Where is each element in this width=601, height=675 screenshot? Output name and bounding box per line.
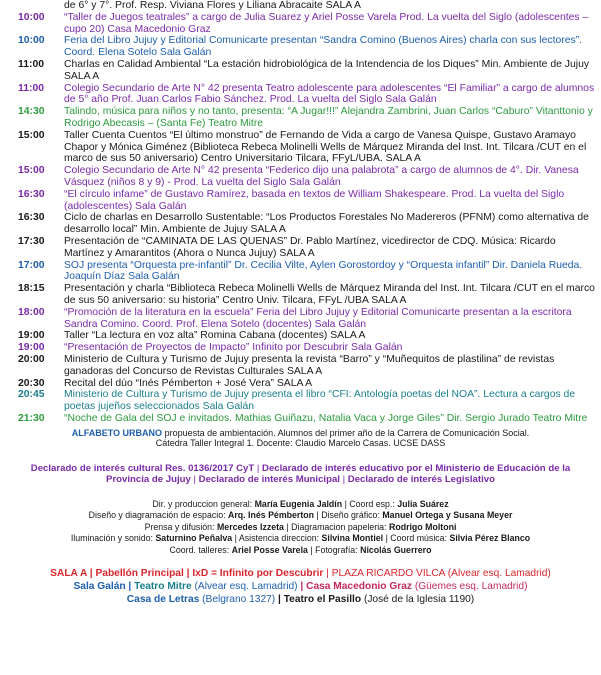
schedule-row (0, 413, 601, 425)
schedule-row (0, 260, 601, 284)
schedule-row (0, 12, 601, 36)
schedule-row (0, 130, 601, 165)
venue-ixd: IxD = Infinito por Descubrir (192, 567, 324, 579)
schedule-description: Feria del Libro Jujuy y Editorial Comunicarte presentan “Sandra Comino (Buenos Aires) charla con sus lectores”. Coord. Elena Sotelo Sala Galán (64, 35, 583, 59)
schedule-time: 20:30 (18, 377, 45, 389)
schedule-time: 11:00 (18, 82, 45, 94)
credit-label: | Asistencia direccion: (234, 533, 320, 544)
schedule-row (0, 342, 601, 354)
venue-separator: | (183, 567, 193, 579)
venue-casa-macedonio: Casa Macedonio Graz (306, 580, 412, 592)
credit-value: Julia Suárez (397, 498, 449, 509)
schedule-row (0, 189, 601, 213)
declaration-separator: | (254, 462, 263, 474)
credit-label: Prensa y difusión: (144, 521, 215, 532)
schedule-time: 21:30 (18, 412, 45, 424)
schedule-time: 10:00 (18, 11, 45, 23)
declaration-separator: | (339, 474, 348, 486)
schedule-time: 14:30 (18, 106, 45, 118)
schedule-row (0, 83, 601, 107)
schedule-time: 17:00 (18, 259, 45, 271)
credit-value: Rodrigo Moltoni (388, 521, 457, 532)
venue-plaza-address: (Alvear esq. Lamadrid) (447, 567, 551, 579)
declaration-municipal: Declarado de interés Municipal (198, 474, 340, 486)
credit-label: Dir. y produccion general: (152, 498, 253, 509)
venue-mitre-address: (Alvear esq. Lamadrid) (194, 580, 298, 592)
venue-sala-galan: Sala Galán (73, 580, 126, 592)
schedule-description: “El círculo infame” de Gustavo Ramírez, basada en textos de William Shakespeare. Prod. La vuelta del Siglo (adolescentes) Sala Galán (64, 188, 565, 212)
schedule-row (0, 212, 601, 236)
schedule-description: Ministerio de Cultura y Turismo de Jujuy presenta el libro “CFI: Antología poetas del NOA”. Lectura a cargos de poetas jujeños seleccionados Sala Galán (64, 389, 576, 413)
schedule-row (0, 165, 601, 189)
schedule-row (0, 35, 601, 59)
venue-pabellon: Pabellón Principal (95, 567, 184, 579)
schedule-time: 16:30 (18, 212, 45, 224)
schedule-description: Presentación de “CAMINATA DE LAS QUENAS” Dr. Pablo Martínez, vicedirector de CDQ. Música: Ricardo Martínez y Amarantitos (Ahora o Nunca Jujuy) SALA A (64, 235, 556, 259)
venue-separator: | (323, 567, 332, 579)
schedule-row (0, 283, 601, 307)
credit-value: Mercedes Izzeta (216, 521, 284, 532)
schedule-row (0, 59, 601, 83)
credit-value: Silvia Pérez Blanco (449, 533, 531, 544)
schedule-description: Taller “La lectura en voz alta” Romina Cabana (docentes) SALA A (64, 330, 366, 342)
alfabeto-lead: ALFABETO URBANO (71, 427, 163, 438)
schedule-description: Recital del dúo “Inés Pémberton + José Vera” SALA A (64, 377, 313, 389)
venue-sala-a: SALA A (50, 567, 87, 579)
schedule-row (0, 236, 601, 260)
venues-line-2 (0, 580, 601, 593)
credit-label: Coord. talleres: (169, 545, 230, 556)
venue-separator: | (297, 580, 307, 592)
schedule-time: 20:45 (18, 389, 45, 401)
schedule-row (0, 330, 601, 342)
credit-value: Manuel Ortega y Susana Meyer (382, 510, 513, 521)
declarations (0, 449, 601, 486)
venues-line-3 (0, 593, 601, 606)
credit-value: Saturnino Peñalva (155, 533, 233, 544)
venues (0, 557, 601, 606)
declaration-separator: | (190, 474, 199, 486)
schedule-description: Presentación y charla “Biblioteca Rebeca Molinelli Wells de Márquez Miranda del Inst. Int. Tilcara /CUT en el marco de sus 50 aniversario: su historia” Centro Univ. Tilcara, FFyL /UBA SALA A (64, 283, 595, 306)
alfabeto-line2: Cátedra Taller Integral 1. Docente: Claudio Marcelo Casas. UCSE DASS (155, 438, 446, 449)
venue-pasillo-address: (José de la Iglesia 1190) (363, 593, 475, 605)
schedule-time: 15:00 (18, 165, 45, 177)
schedule-description: Colegio Secundario de Arte N° 42 presenta “Federico dijo una palabrota” a cargo de alumnos de 4°. Dir. Vanesa Vásquez (niños 8 y 9) - Prod. La vuelta del Siglo Sala Galán (64, 165, 579, 188)
schedule-time: 17:30 (18, 235, 45, 247)
credit-label: | Diseño gráfico: (316, 510, 380, 521)
schedule-time: 16:30 (18, 188, 45, 200)
schedule-description: Colegio Secundario de Arte N° 42 presenta Teatro adolescente para adolescentes “El Familiar” a cargo de alumnos de 5° año Prof. Juan Carlos Fabio Sánchez. Prod. La vuelta del Siglo Sala Galán (64, 82, 595, 106)
credits-line (0, 522, 601, 534)
credits-line (0, 533, 601, 545)
schedule-description: “Presentación de Proyectos de Impacto” Infinito por Descubrir Sala Galán (64, 342, 403, 354)
credit-label: | Coord música: (385, 533, 448, 544)
schedule-description: “Noche de Gala del SOJ e invitados. Mathias Guiñazu, Natalia Vaca y Jorge Giles” Dir. Sergio Jurado Teatro Mitre (64, 412, 588, 424)
venue-teatro-pasillo: Teatro el Pasillo (283, 593, 362, 605)
venue-macedonio-address: (Güemes esq. Lamadrid) (414, 580, 528, 592)
credit-label: | Coord esp.: (344, 498, 395, 509)
schedule-row (0, 0, 601, 12)
credit-value: Nicolás Guerrero (360, 545, 432, 556)
schedule-description: de 6° y 7°. Prof. Resp. Viviana Flores y Liliana Abracaite SALA A (64, 0, 361, 11)
credit-value: Arq. Inés Pémberton (227, 510, 315, 521)
declaration-legislativo: Declarado de interés Legislativo (347, 474, 495, 486)
declaration-educativo: Declarado de interés educativo por el Ministerio de Educación de la Provincia de Jujuy (106, 462, 571, 486)
schedule-description: “Taller de Juegos teatrales” a cargo de Julia Suarez y Ariel Posse Varela Prod. La vuelta del Siglo (adolescentes – cupo 20) Casa Macedonio Graz (64, 11, 589, 35)
venue-letras-address: (Belgrano 1327) (202, 593, 276, 605)
credits-line (0, 545, 601, 557)
venues-line-1 (0, 567, 601, 580)
schedule-description: “Promoción de la literatura en la escuela” Feria del Libro Jujuy y Editorial Comunicarte presentan a la escritora Sandra Comino. Coord. Prof. Elena Sotelo (docentes) Sala Galán (64, 306, 572, 330)
declaration-cultural: Declarado de interés cultural Res. 0136/2017 CyT (30, 462, 255, 474)
schedule-time: 18:00 (18, 306, 45, 318)
credit-value: Silvina Montiel (321, 533, 384, 544)
alfabeto-urbano-note (0, 425, 601, 449)
venue-separator: | (86, 567, 96, 579)
schedule-row (0, 106, 601, 130)
schedule-row (0, 378, 601, 390)
credit-label: Iluminación y sonido: (70, 533, 153, 544)
schedule-description: Talindo, música para niños y no tanto, presenta: “A Jugar!!!” Alejandra Zambrini, Juan Carlos “Caburo” Vitanttonio y Rodrigo Abecasis – (Santa Fe) Teatro Mitre (64, 106, 593, 129)
venue-plaza: PLAZA RICARDO VILCA (331, 567, 445, 579)
schedule-row (0, 354, 601, 378)
schedule-description: Charlas en Calidad Ambiental “La estación hidrobiológica de la Intendencia de los Diques” Min. Ambiente de Jujuy SALA A (64, 58, 590, 82)
schedule-row (0, 307, 601, 331)
venue-separator: | (275, 593, 284, 605)
schedule-description: Ministerio de Cultura y Turismo de Jujuy presenta la revista “Barro” y “Muñequitos de plastilina” de revistas ganadoras del Concurso de Revistas Culturales SALA A (64, 353, 555, 377)
schedule-time: 20:00 (18, 353, 45, 365)
schedule-row (0, 389, 601, 413)
credit-label: | Fotografía: (310, 545, 358, 556)
credits-line (0, 510, 601, 522)
schedule-description: Taller Cuenta Cuentos “El último monstruo” de Fernando de Vida a cargo de Vanesa Quispe, Gustavo Aramayo Chapor y Mónica Giménez (Biblioteca Rebeca Molinelli Wells de Márquez Miranda del Inst. Int. Tilcara /CUT en el marco de sus 50 aniversario) Centro Universitario Tilcara, FFyL/UBA. SALA A (64, 129, 587, 165)
schedule-time: 19:00 (18, 330, 45, 342)
schedule-time: 19:00 (18, 342, 45, 354)
venue-teatro-mitre: Teatro Mitre (134, 580, 192, 592)
venue-separator: | (125, 580, 135, 592)
credits (0, 486, 601, 557)
credit-value: Ariel Posse Varela (231, 545, 308, 556)
schedule-time: 18:15 (18, 283, 45, 295)
credit-label: | Diagramacion papeleria: (286, 521, 387, 532)
alfabeto-line1: propuesta de ambientación. Alumnos del primer año de la Carrera de Comunicación Social. (162, 427, 530, 438)
schedule-description: Ciclo de charlas en Desarrollo Sustentable: “Los Productos Forestales No Madereros (PFNM) como alternativa de desarrollo local” Min. Ambiente de Jujuy SALA A (64, 212, 589, 236)
credit-label: Diseño y diagramación de espacio: (88, 510, 226, 521)
credit-value: María Eugenia Jaldín (254, 498, 343, 509)
schedule-time: 11:00 (18, 58, 45, 70)
credits-line (0, 499, 601, 511)
schedule-description: SOJ presenta “Orquesta pre-infantil” Dr. Cecilia Vilte, Aylen Gorostordoy y “Orquesta infantil” Dir. Daniela Rueda. Joaquín Díaz Sala Galán (64, 259, 583, 283)
schedule-time: 15:00 (18, 129, 45, 141)
schedule-time: 10:00 (18, 35, 45, 47)
venue-casa-letras: Casa de Letras (126, 593, 200, 605)
